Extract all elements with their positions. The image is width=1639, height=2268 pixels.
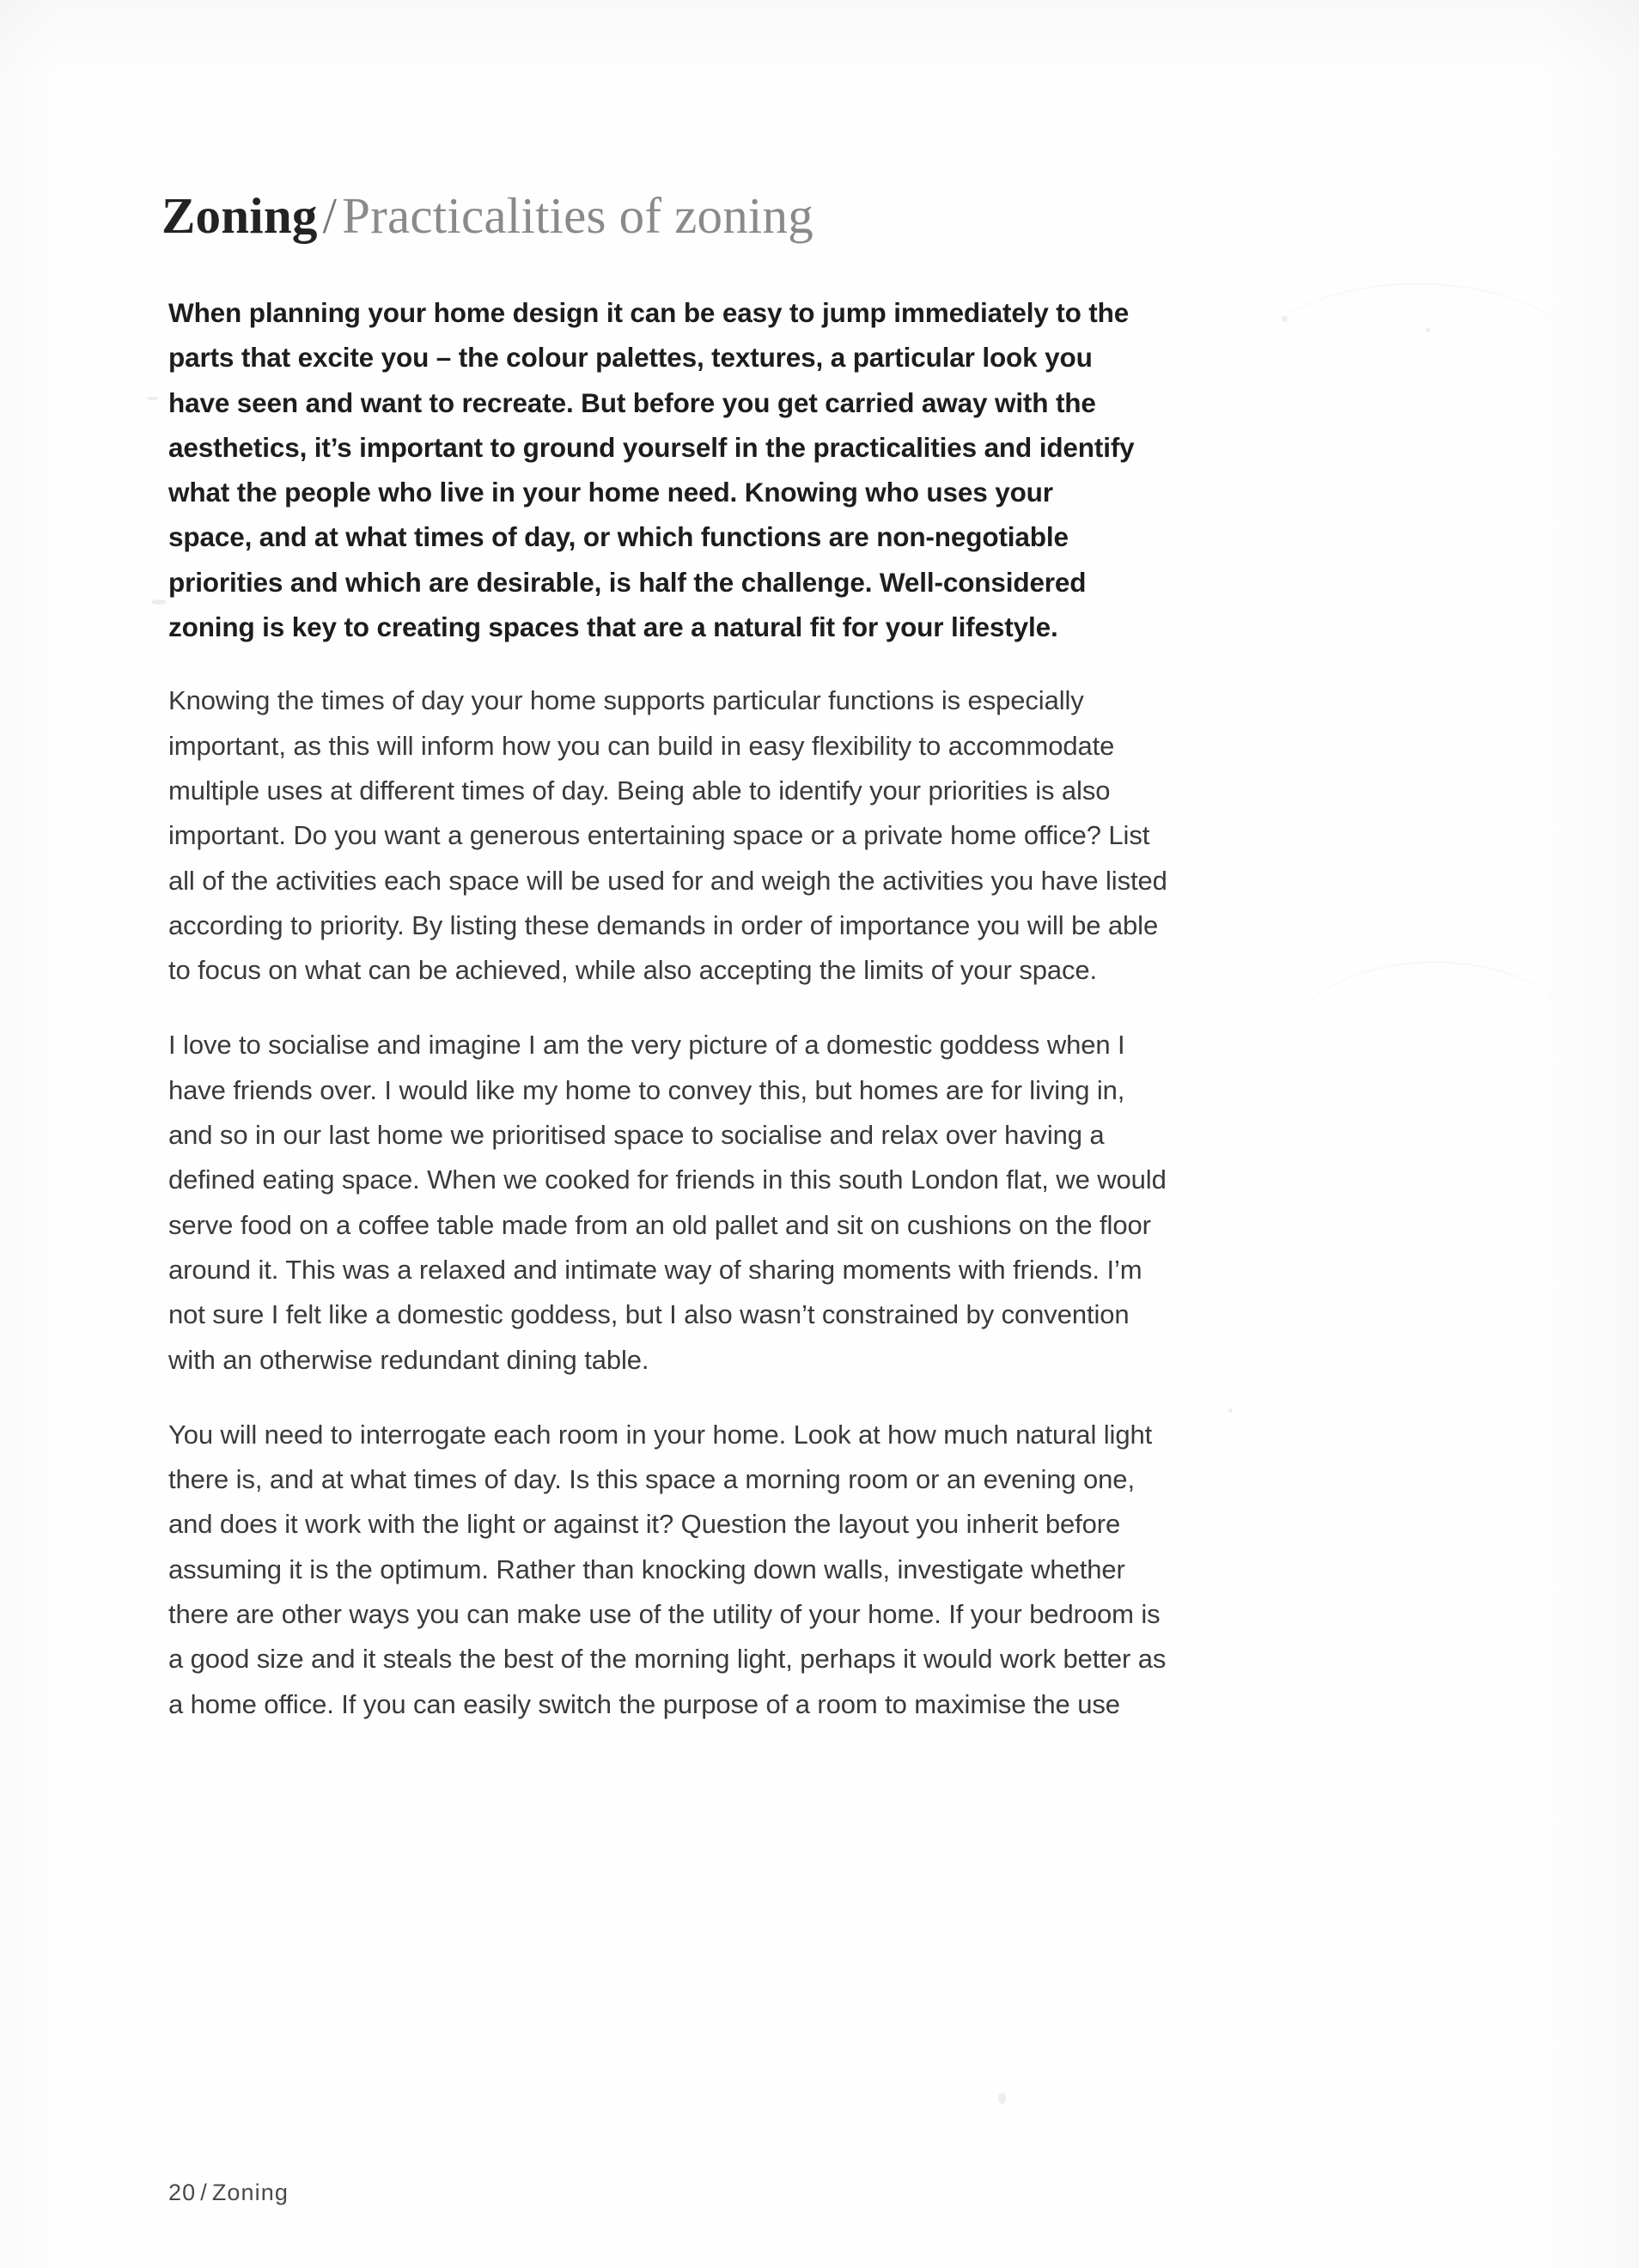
page-title-chapter: Zoning — [161, 186, 318, 244]
page-title-section: Practicalities of zoning — [342, 186, 813, 244]
folio-separator: / — [200, 2180, 208, 2205]
scan-speck — [151, 599, 167, 605]
scan-speck — [147, 397, 158, 400]
folio-chapter: Zoning — [211, 2180, 289, 2205]
scan-curve-mark — [1289, 962, 1581, 1126]
scan-speck — [998, 2093, 1006, 2104]
scan-speck — [1282, 316, 1288, 322]
scan-speck — [1228, 1408, 1233, 1413]
page-edge-shadow-right — [1536, 0, 1639, 2268]
page-edge-shadow-left — [0, 0, 60, 2268]
page-edge-shadow-top — [0, 0, 1639, 77]
body-paragraph-3: You will need to interrogate each room in your home. Look at how much natural light there is, and at what times of day. Is this space a morning room or an evening one, and does it work with the light or against it? Question the layout you inherit before assuming it is the optimum. Rather than knocking down walls, investigate whether there are other ways you can make use of the utility of your home. If your bedroom is a good size and it steals the best of the morning light, perhaps it would work better as a home office. If you can easily switch the purpose of a room to maximise the use — [168, 1419, 1167, 1719]
page-folio — [168, 2180, 289, 2206]
scan-speck — [1426, 328, 1430, 332]
standfirst-paragraph: When planning your home design it can be easy to jump immediately to the parts that excite you – the colour palettes, textures, a particular look you have seen and want to recreate. But before you get carried away with the aesthetics, it’s important to ground yourself in the practicalities and identify what the people who live in your home need. Knowing who uses your space, and at what times of day, or which functions are non-negotiable priorities and which are desirable, is half the challenge. Well-considered zoning is key to creating spaces that are a natural fit for your lifestyle. — [168, 297, 1135, 643]
text-column — [168, 290, 1175, 1757]
folio-page-number: 20 — [168, 2180, 197, 2205]
page-title-separator: / — [322, 186, 338, 244]
scan-curve-mark — [1237, 283, 1598, 482]
body-paragraph-1: Knowing the times of day your home supports particular functions is especially important, as this will inform how you can build in easy flexibility to accommodate multiple uses at different times of day. Being able to identify your priorities is also important. Do you want a generous entertaining space or a private home office? List all of the activities each space will be used for and weigh the activities you have listed according to priority. By listing these demands in order of importance you will be able to focus on what can be achieved, while also accepting the limits of your space. — [168, 685, 1167, 986]
page-title — [161, 186, 813, 244]
body-paragraph-2: I love to socialise and imagine I am the very picture of a domestic goddess when I have friends over. I would like my home to convey this, but homes are for living in, and so in our last home we prioritised space to socialise and relax over having a defined eating space. When we cooked for friends in this south London flat, we would serve food on a coffee table made from an old pallet and sit on cushions on the floor around it. This was a relaxed and intimate way of sharing moments with friends. I’m not sure I felt like a domestic goddess, but I also wasn’t constrained by convention with an otherwise redundant dining table. — [168, 1030, 1167, 1375]
